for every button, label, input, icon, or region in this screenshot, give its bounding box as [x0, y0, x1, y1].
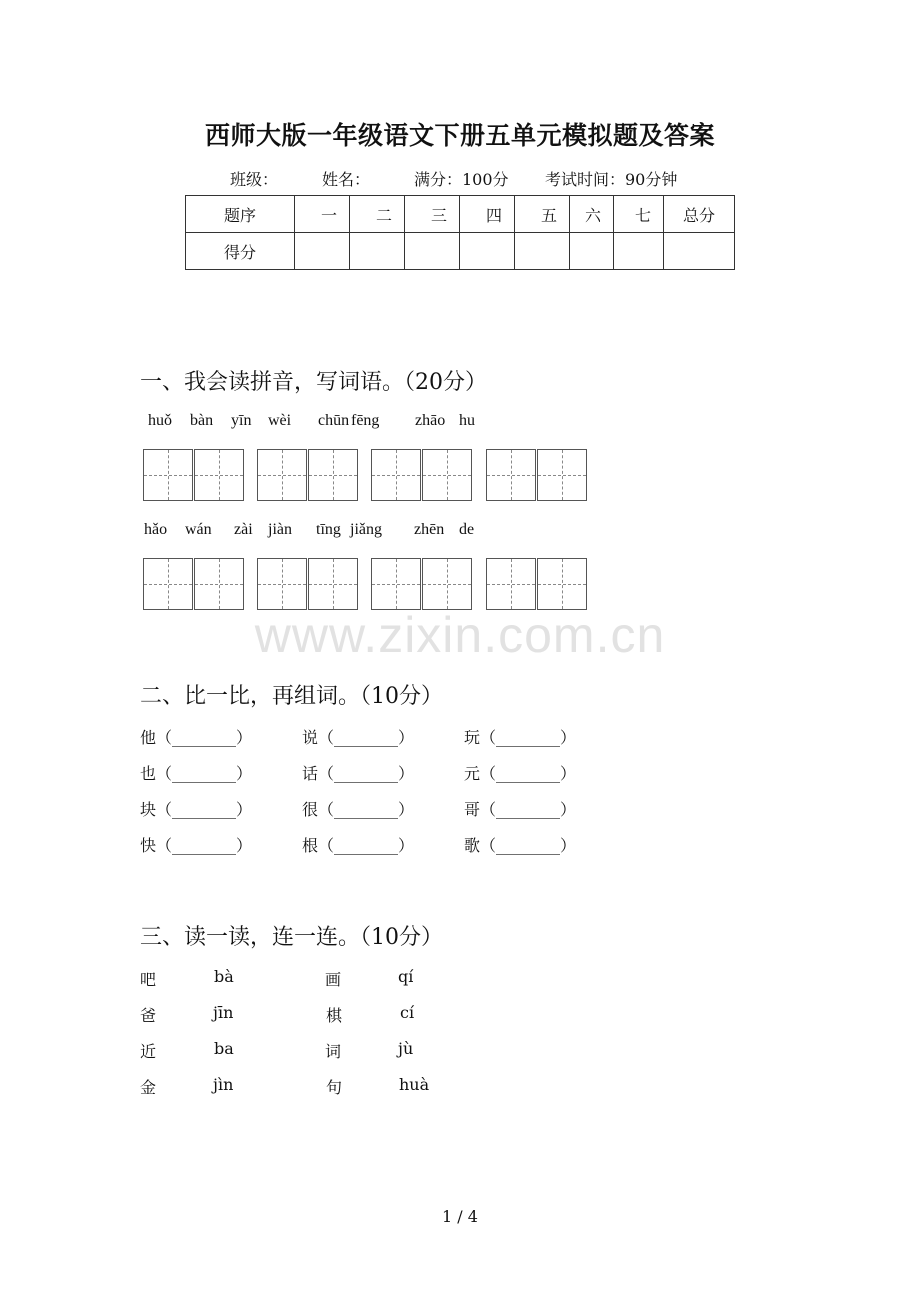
score-header-cell: 七 — [614, 196, 664, 233]
full-score-label: 满分：100分 — [414, 170, 509, 189]
score-table — [185, 195, 735, 270]
pinyin-label: fēng — [351, 412, 380, 429]
score-cell — [350, 233, 405, 270]
character-writing-box[interactable] — [194, 449, 244, 501]
character-writing-box[interactable] — [422, 449, 472, 501]
match-pinyin: cí — [400, 1003, 415, 1022]
match-character: 画 — [325, 970, 342, 989]
match-character: 爸 — [140, 1006, 157, 1025]
pinyin-label: zhāo — [415, 412, 446, 429]
pinyin-label: hu — [459, 412, 475, 429]
character-writing-box[interactable] — [537, 449, 587, 501]
match-pinyin: jīn — [213, 1003, 234, 1022]
character-writing-box[interactable] — [537, 558, 587, 610]
section-2-title: 二、比一比，再组词。（10分） — [140, 684, 443, 709]
class-label: 班级： — [230, 170, 279, 189]
word-item: 很（________） — [302, 800, 415, 819]
match-character: 词 — [325, 1042, 342, 1061]
match-pinyin: qí — [398, 967, 414, 986]
pinyin-row-2 — [0, 521, 920, 543]
word-item: 根（________） — [302, 836, 415, 855]
match-character: 句 — [326, 1078, 343, 1097]
character-writing-box[interactable] — [371, 558, 421, 610]
pinyin-label: zhēn — [414, 521, 445, 538]
pinyin-row-1 — [0, 412, 920, 434]
score-header-cell: 总分 — [664, 196, 735, 233]
page-number: 1 / 4 — [442, 1207, 478, 1226]
score-header-cell: 四 — [460, 196, 515, 233]
pinyin-label: jiǎng — [350, 521, 382, 538]
score-cell — [405, 233, 460, 270]
character-writing-box[interactable] — [486, 558, 536, 610]
pinyin-label: hǎo — [144, 521, 168, 538]
score-cell — [515, 233, 570, 270]
character-writing-box[interactable] — [257, 558, 307, 610]
word-item: 元（________） — [464, 764, 577, 783]
pinyin-label: de — [459, 521, 475, 538]
score-cell — [570, 233, 614, 270]
match-pinyin: huà — [399, 1075, 430, 1094]
character-writing-box[interactable] — [308, 449, 358, 501]
score-table-score-row — [186, 233, 735, 270]
exam-time-label: 考试时间：90分钟 — [545, 170, 678, 189]
score-header-cell: 三 — [405, 196, 460, 233]
match-character: 棋 — [326, 1006, 343, 1025]
match-character: 吧 — [140, 970, 157, 989]
score-cell — [460, 233, 515, 270]
pinyin-label: bàn — [190, 412, 214, 429]
word-item: 玩（________） — [464, 728, 577, 747]
score-table-header-row — [186, 196, 735, 233]
score-cell — [664, 233, 735, 270]
score-header-cell: 五 — [515, 196, 570, 233]
character-writing-box[interactable] — [371, 449, 421, 501]
character-writing-box[interactable] — [486, 449, 536, 501]
word-item: 块（________） — [140, 800, 253, 819]
pinyin-label: wèi — [268, 412, 292, 429]
word-item: 歌（________） — [464, 836, 577, 855]
word-item: 哥（________） — [464, 800, 577, 819]
section-3-title: 三、读一读，连一连。（10分） — [140, 925, 443, 950]
pinyin-label: huǒ — [148, 412, 172, 429]
pinyin-label: wán — [185, 521, 212, 538]
name-label: 姓名： — [322, 170, 371, 189]
match-pinyin: jìn — [213, 1075, 234, 1094]
match-character: 金 — [140, 1078, 157, 1097]
watermark: www.zixin.com.cn — [254, 607, 666, 663]
match-pinyin: bà — [214, 967, 234, 986]
character-writing-box[interactable] — [422, 558, 472, 610]
character-writing-box[interactable] — [257, 449, 307, 501]
character-writing-box[interactable] — [308, 558, 358, 610]
word-item: 快（________） — [140, 836, 253, 855]
pinyin-label: jiàn — [268, 521, 292, 538]
word-item: 说（________） — [302, 728, 415, 747]
match-pinyin: ba — [214, 1039, 234, 1058]
word-item: 话（________） — [302, 764, 415, 783]
score-cell — [295, 233, 350, 270]
pinyin-label: tīng — [316, 521, 341, 538]
word-item: 他（________） — [140, 728, 253, 747]
character-writing-box[interactable] — [143, 449, 193, 501]
word-item: 也（________） — [140, 764, 253, 783]
score-header-cell: 题序 — [186, 196, 295, 233]
pinyin-label: zài — [234, 521, 253, 538]
match-character: 近 — [140, 1042, 157, 1061]
score-header-cell: 六 — [570, 196, 614, 233]
pinyin-label: chūn — [318, 412, 350, 429]
score-cell — [614, 233, 664, 270]
section-1-title: 一、我会读拼音，写词语。（20分） — [140, 370, 487, 395]
character-writing-box[interactable] — [194, 558, 244, 610]
score-header-cell: 二 — [350, 196, 405, 233]
match-pinyin: jù — [398, 1039, 414, 1058]
score-header-cell: 一 — [295, 196, 350, 233]
character-writing-box[interactable] — [143, 558, 193, 610]
document-title: 西师大版一年级语文下册五单元模拟题及答案 — [204, 121, 715, 150]
pinyin-label: yīn — [231, 412, 252, 429]
score-row-label: 得分 — [186, 233, 295, 270]
